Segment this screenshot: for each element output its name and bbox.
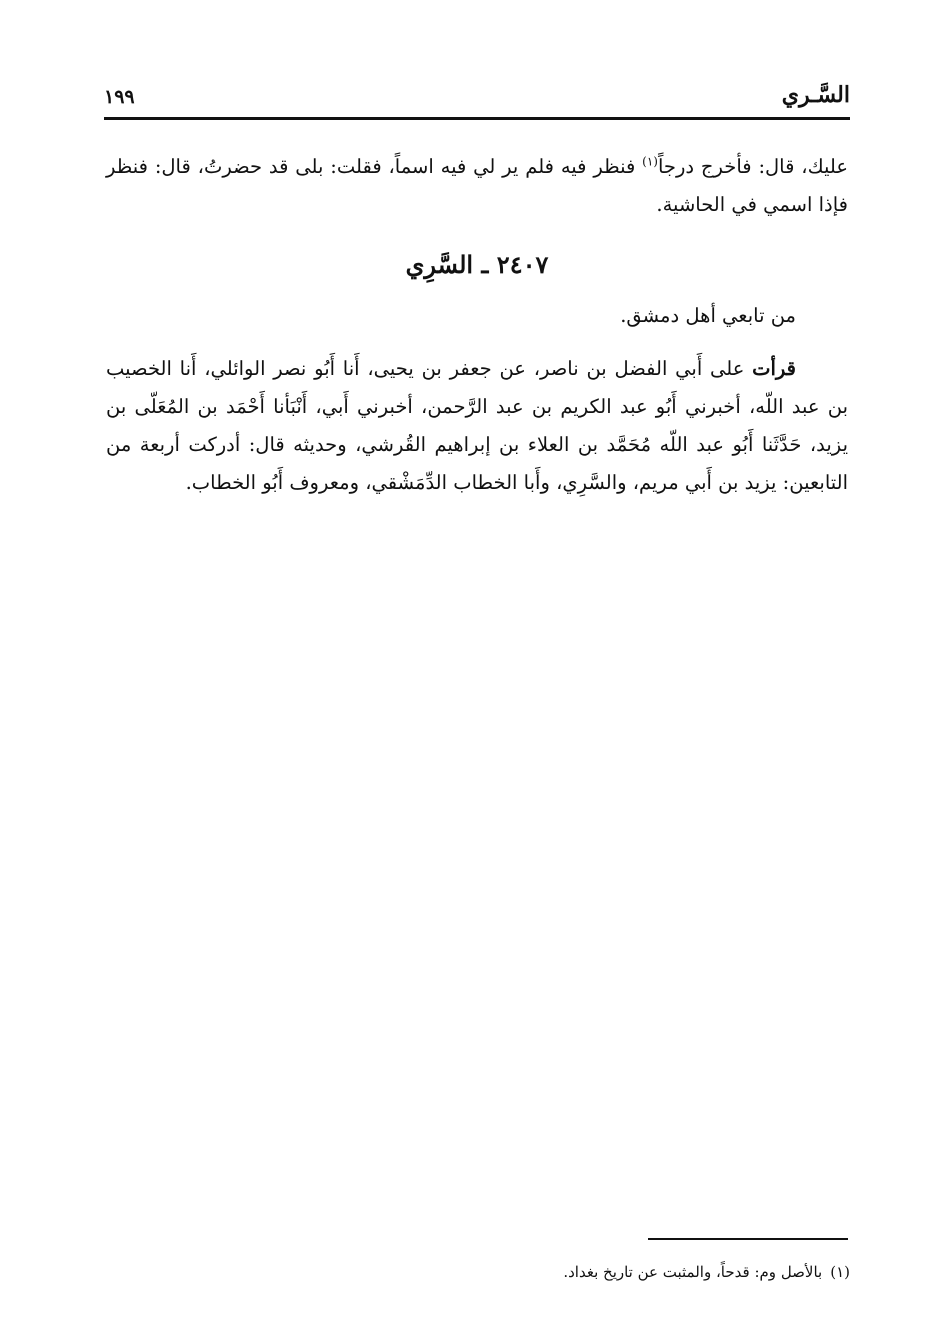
paragraph-text: من تابعي أهل دمشق. bbox=[620, 304, 796, 327]
paragraph-text: عليك، قال: فأخرج درجاً bbox=[657, 155, 849, 178]
header-rule bbox=[104, 117, 850, 120]
running-head bbox=[104, 82, 850, 116]
paragraph-origin bbox=[106, 297, 848, 335]
paragraph-continuation bbox=[106, 148, 848, 224]
paragraph-text: على أَبي الفضل بن ناصر، عن جعفر بن يحيى، أَنا أَبُو نصر الوائلي، أَنا الخصيب بن عبد اللّه، أخبرني أَبُو عبد الكريم بن عبد الرَّحمن، أخبرني أَبي، أَنْبَأنا أَحْمَد بن المُعَلّى بن يزيد، حَدَّثَنا أَبُو عبد اللّه مُحَمَّد بن العلاء بن إبراهيم القُرشي، وحديثه قال: أدركت أربعة من التابعين: يزيد بن أَبي مريم، والسَّرِي، وأَبا الخطاب الدِّمَشْقي، ومعروف أَبُو الخطاب. bbox=[106, 357, 848, 494]
footnote-text: بالأصل وم: قدحاً، والمثبت عن تاريخ بغداد. bbox=[563, 1263, 823, 1281]
lead-word: قرأت bbox=[752, 357, 796, 380]
footnote-number: (١) bbox=[830, 1263, 850, 1281]
entry-heading: ٢٤٠٧ ـ السَّرِي bbox=[405, 250, 549, 279]
page-number: ١٩٩ bbox=[104, 86, 135, 108]
footnote bbox=[300, 1259, 850, 1285]
paragraph-isnad bbox=[106, 350, 848, 502]
footnote-rule bbox=[648, 1238, 848, 1240]
footnote-reference[interactable]: (١) bbox=[642, 154, 658, 169]
running-title: السَّـري bbox=[781, 82, 850, 108]
paragraph-text: فنظر فيه فلم ير لي فيه اسماً، فقلت: بلى قد حضرتُ، قال: فنظر فإذا اسمي في الحاشية. bbox=[106, 155, 848, 216]
